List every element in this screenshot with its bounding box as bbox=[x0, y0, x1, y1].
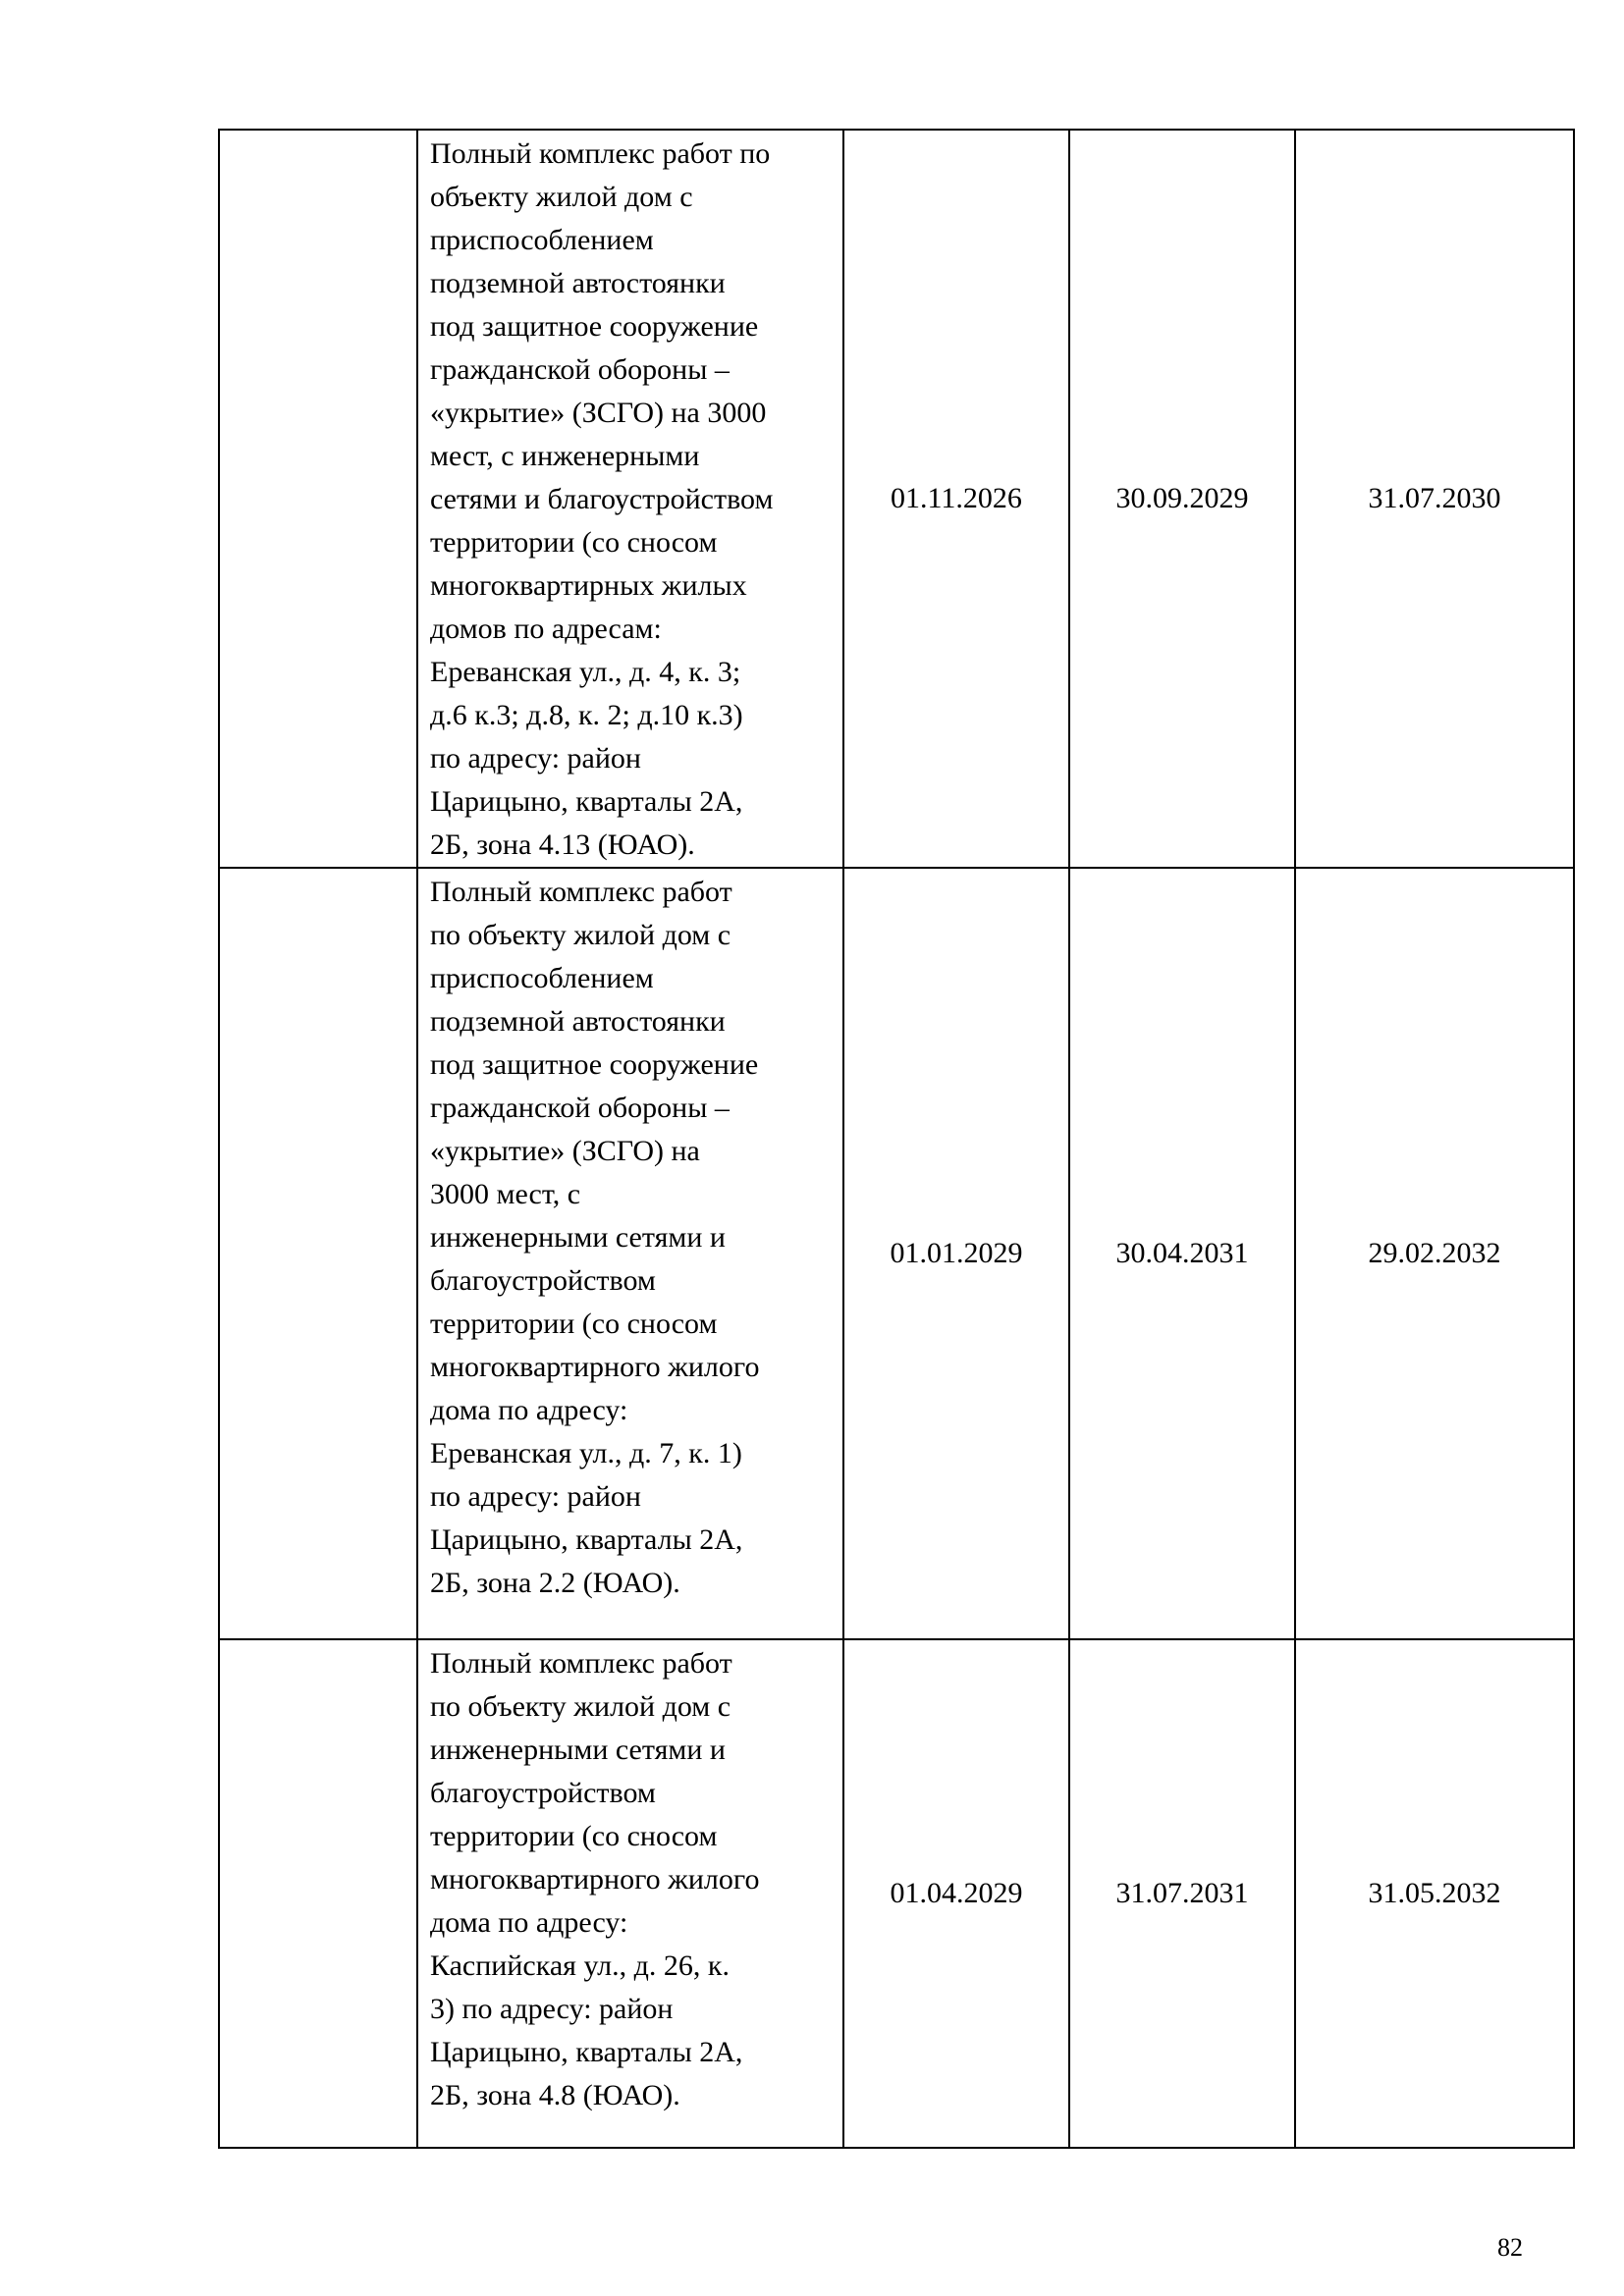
description-line: многоквартирных жилых bbox=[430, 569, 747, 602]
description-line: инженерными сетями и bbox=[430, 1734, 726, 1766]
description-line: сетями и благоустройством bbox=[430, 483, 774, 515]
description-line: приспособлением bbox=[430, 224, 654, 256]
description-line: 3000 мест, с bbox=[430, 1178, 581, 1210]
row-number-cell bbox=[219, 130, 417, 868]
description-line: Царицыно, кварталы 2А, bbox=[430, 2036, 743, 2068]
description-line: приспособлением bbox=[430, 962, 654, 994]
description-line: территории (со сносом bbox=[430, 1820, 718, 1852]
description-line: подземной автостоянки bbox=[430, 1005, 726, 1038]
start-date-cell: 01.04.2029 bbox=[843, 1639, 1069, 2148]
description-line: 2Б, зона 4.8 (ЮАО). bbox=[430, 2079, 680, 2111]
description-line: домов по адресам: bbox=[430, 613, 662, 645]
description-line: по адресу: район bbox=[430, 742, 641, 774]
description-line: 2Б, зона 4.13 (ЮАО). bbox=[430, 828, 695, 861]
description-line: инженерными сетями и bbox=[430, 1221, 726, 1254]
description-line: благоустройством bbox=[430, 1264, 656, 1297]
description-line: под защитное сооружение bbox=[430, 1048, 759, 1081]
description-line: 2Б, зона 2.2 (ЮАО). bbox=[430, 1567, 680, 1599]
construction-schedule-table bbox=[218, 129, 1575, 2149]
completion-date-cell: 30.09.2029 bbox=[1069, 130, 1295, 868]
work-description bbox=[430, 131, 833, 867]
description-line: Царицыно, кварталы 2А, bbox=[430, 785, 743, 818]
work-description-cell bbox=[417, 868, 843, 1639]
description-line: дома по адресу: bbox=[430, 1906, 628, 1939]
description-line: мест, с инженерными bbox=[430, 440, 700, 472]
description-line: Каспийская ул., д. 26, к. bbox=[430, 1949, 730, 1982]
page-number: 82 bbox=[1497, 2233, 1523, 2262]
final-date-cell: 31.07.2030 bbox=[1295, 130, 1574, 868]
completion-date-cell: 31.07.2031 bbox=[1069, 1639, 1295, 2148]
description-line: многоквартирного жилого bbox=[430, 1351, 760, 1383]
description-line: территории (со сносом bbox=[430, 526, 718, 559]
description-line: гражданской обороны – bbox=[430, 1092, 730, 1124]
description-line: Полный комплекс работ bbox=[430, 1647, 732, 1680]
description-line: д.6 к.3; д.8, к. 2; д.10 к.3) bbox=[430, 699, 743, 731]
final-date-cell: 29.02.2032 bbox=[1295, 868, 1574, 1639]
description-line: подземной автостоянки bbox=[430, 267, 726, 299]
description-line: 3) по адресу: район bbox=[430, 1993, 674, 2025]
completion-date-cell: 30.04.2031 bbox=[1069, 868, 1295, 1639]
description-line: Царицыно, кварталы 2А, bbox=[430, 1523, 743, 1556]
description-line: «укрытие» (ЗСГО) на bbox=[430, 1135, 700, 1167]
description-line: дома по адресу: bbox=[430, 1394, 628, 1426]
description-line: благоустройством bbox=[430, 1777, 656, 1809]
work-description bbox=[430, 1640, 833, 2117]
description-line: территории (со сносом bbox=[430, 1308, 718, 1340]
start-date-cell: 01.11.2026 bbox=[843, 130, 1069, 868]
work-description-cell bbox=[417, 1639, 843, 2148]
work-description bbox=[430, 869, 833, 1605]
table-row bbox=[219, 868, 1574, 1639]
description-line: Полный комплекс работ bbox=[430, 876, 732, 908]
description-line: Ереванская ул., д. 4, к. 3; bbox=[430, 656, 741, 688]
start-date-cell: 01.01.2029 bbox=[843, 868, 1069, 1639]
description-line: объекту жилой дом с bbox=[430, 181, 693, 213]
description-line: по адресу: район bbox=[430, 1480, 641, 1513]
description-line: многоквартирного жилого bbox=[430, 1863, 760, 1896]
description-line: под защитное сооружение bbox=[430, 310, 759, 343]
description-line: по объекту жилой дом с bbox=[430, 919, 731, 951]
description-line: по объекту жилой дом с bbox=[430, 1690, 731, 1723]
row-number-cell bbox=[219, 1639, 417, 2148]
final-date-cell: 31.05.2032 bbox=[1295, 1639, 1574, 2148]
description-line: Ереванская ул., д. 7, к. 1) bbox=[430, 1437, 742, 1469]
description-line: гражданской обороны – bbox=[430, 353, 730, 386]
table-row bbox=[219, 130, 1574, 868]
description-line: Полный комплекс работ по bbox=[430, 137, 771, 170]
work-description-cell bbox=[417, 130, 843, 868]
row-number-cell bbox=[219, 868, 417, 1639]
description-line: «укрытие» (ЗСГО) на 3000 bbox=[430, 397, 767, 429]
table-row bbox=[219, 1639, 1574, 2148]
